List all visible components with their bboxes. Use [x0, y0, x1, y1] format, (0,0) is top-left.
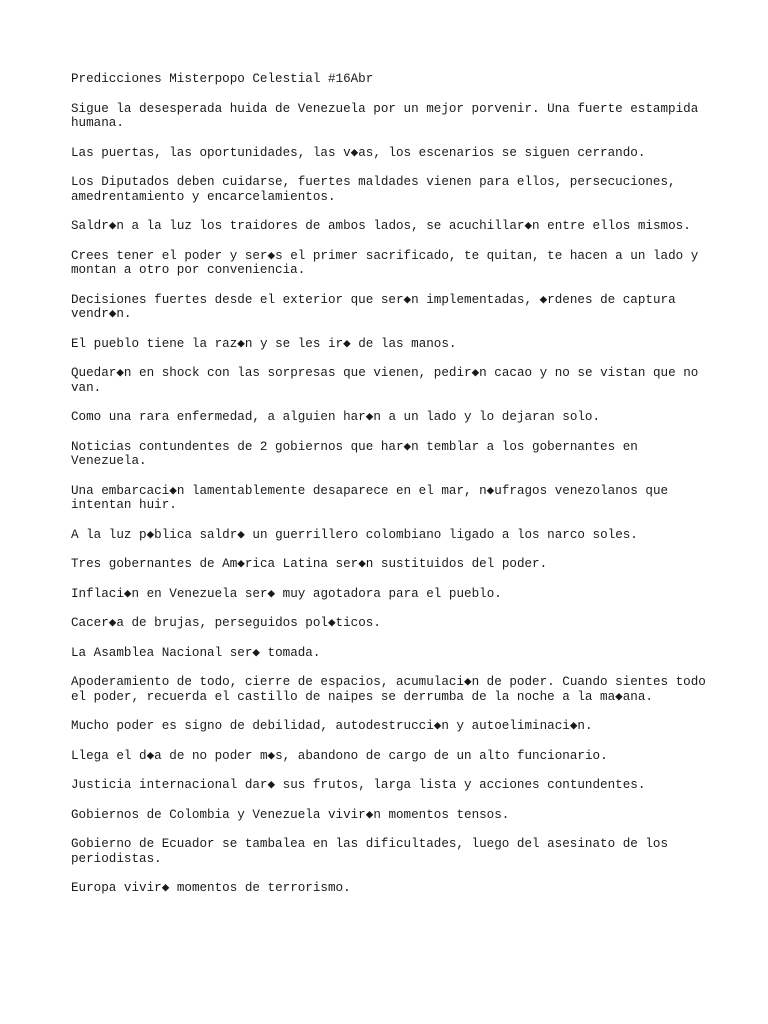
paragraph: Apoderamiento de todo, cierre de espacios, acumulaci◆n de poder. Cuando sientes todo el poder, recuerda el castillo de naipes se derrumba de la noche a la ma◆ana. — [71, 675, 714, 704]
paragraph: Sigue la desesperada huida de Venezuela por un mejor porvenir. Una fuerte estampida humana. — [71, 101, 706, 130]
paragraph: Crees tener el poder y ser◆s el primer sacrificado, te quitan, te hacen a un lado y montan a otro por conveniencia. — [71, 248, 706, 277]
paragraph: Justicia internacional dar◆ sus frutos, larga lista y acciones contundentes. — [71, 778, 646, 792]
paragraph: Las puertas, las oportunidades, las v◆as, los escenarios se siguen cerrando. — [71, 145, 646, 160]
paragraph: Saldr◆n a la luz los traidores de ambos lados, se acuchillar◆n entre ellos mismos. — [71, 219, 691, 233]
paragraph: Gobiernos de Colombia y Venezuela vivir◆n momentos tensos. — [71, 807, 510, 822]
document-body — [71, 72, 714, 911]
paragraph: Cacer◆a de brujas, perseguidos pol◆ticos. — [71, 616, 381, 630]
paragraph: Tres gobernantes de Am◆rica Latina ser◆n sustituidos del poder. — [71, 557, 548, 571]
paragraph: La Asamblea Nacional ser◆ tomada. — [71, 645, 321, 660]
paragraph: Inflaci◆n en Venezuela ser◆ muy agotadora para el pueblo. — [71, 586, 502, 601]
document-title: Predicciones Misterpopo Celestial #16Abr — [71, 72, 374, 86]
paragraph: Como una rara enfermedad, a alguien har◆n a un lado y lo dejaran solo. — [71, 410, 601, 424]
paragraph: Quedar◆n en shock con las sorpresas que vienen, pedir◆n cacao y no se vistan que no van. — [71, 366, 706, 395]
paragraph: Noticias contundentes de 2 gobiernos que har◆n temblar a los gobernantes en Venezuela. — [71, 439, 646, 468]
paragraph: Gobierno de Ecuador se tambalea en las dificultades, luego del asesinato de los periodistas. — [71, 837, 676, 866]
paragraph: Los Diputados deben cuidarse, fuertes maldades vienen para ellos, persecuciones, amedrentamiento y encarcelamientos. — [71, 175, 684, 204]
paragraph: Decisiones fuertes desde el exterior que ser◆n implementadas, ◆rdenes de captura vendr◆n. — [71, 292, 684, 321]
paragraph: El pueblo tiene la raz◆n y se les ir◆ de las manos. — [71, 336, 457, 351]
paragraph: Europa vivir◆ momentos de terrorismo. — [71, 881, 351, 895]
paragraph: Una embarcaci◆n lamentablemente desaparece en el mar, n◆ufragos venezolanos que intentan huir. — [71, 483, 676, 512]
paragraph: Llega el d◆a de no poder m◆s, abandono de cargo de un alto funcionario. — [71, 748, 608, 763]
paragraph: Mucho poder es signo de debilidad, autodestrucci◆n y autoeliminaci◆n. — [71, 719, 593, 733]
paragraph: A la luz p◆blica saldr◆ un guerrillero colombiano ligado a los narco soles. — [71, 527, 638, 542]
